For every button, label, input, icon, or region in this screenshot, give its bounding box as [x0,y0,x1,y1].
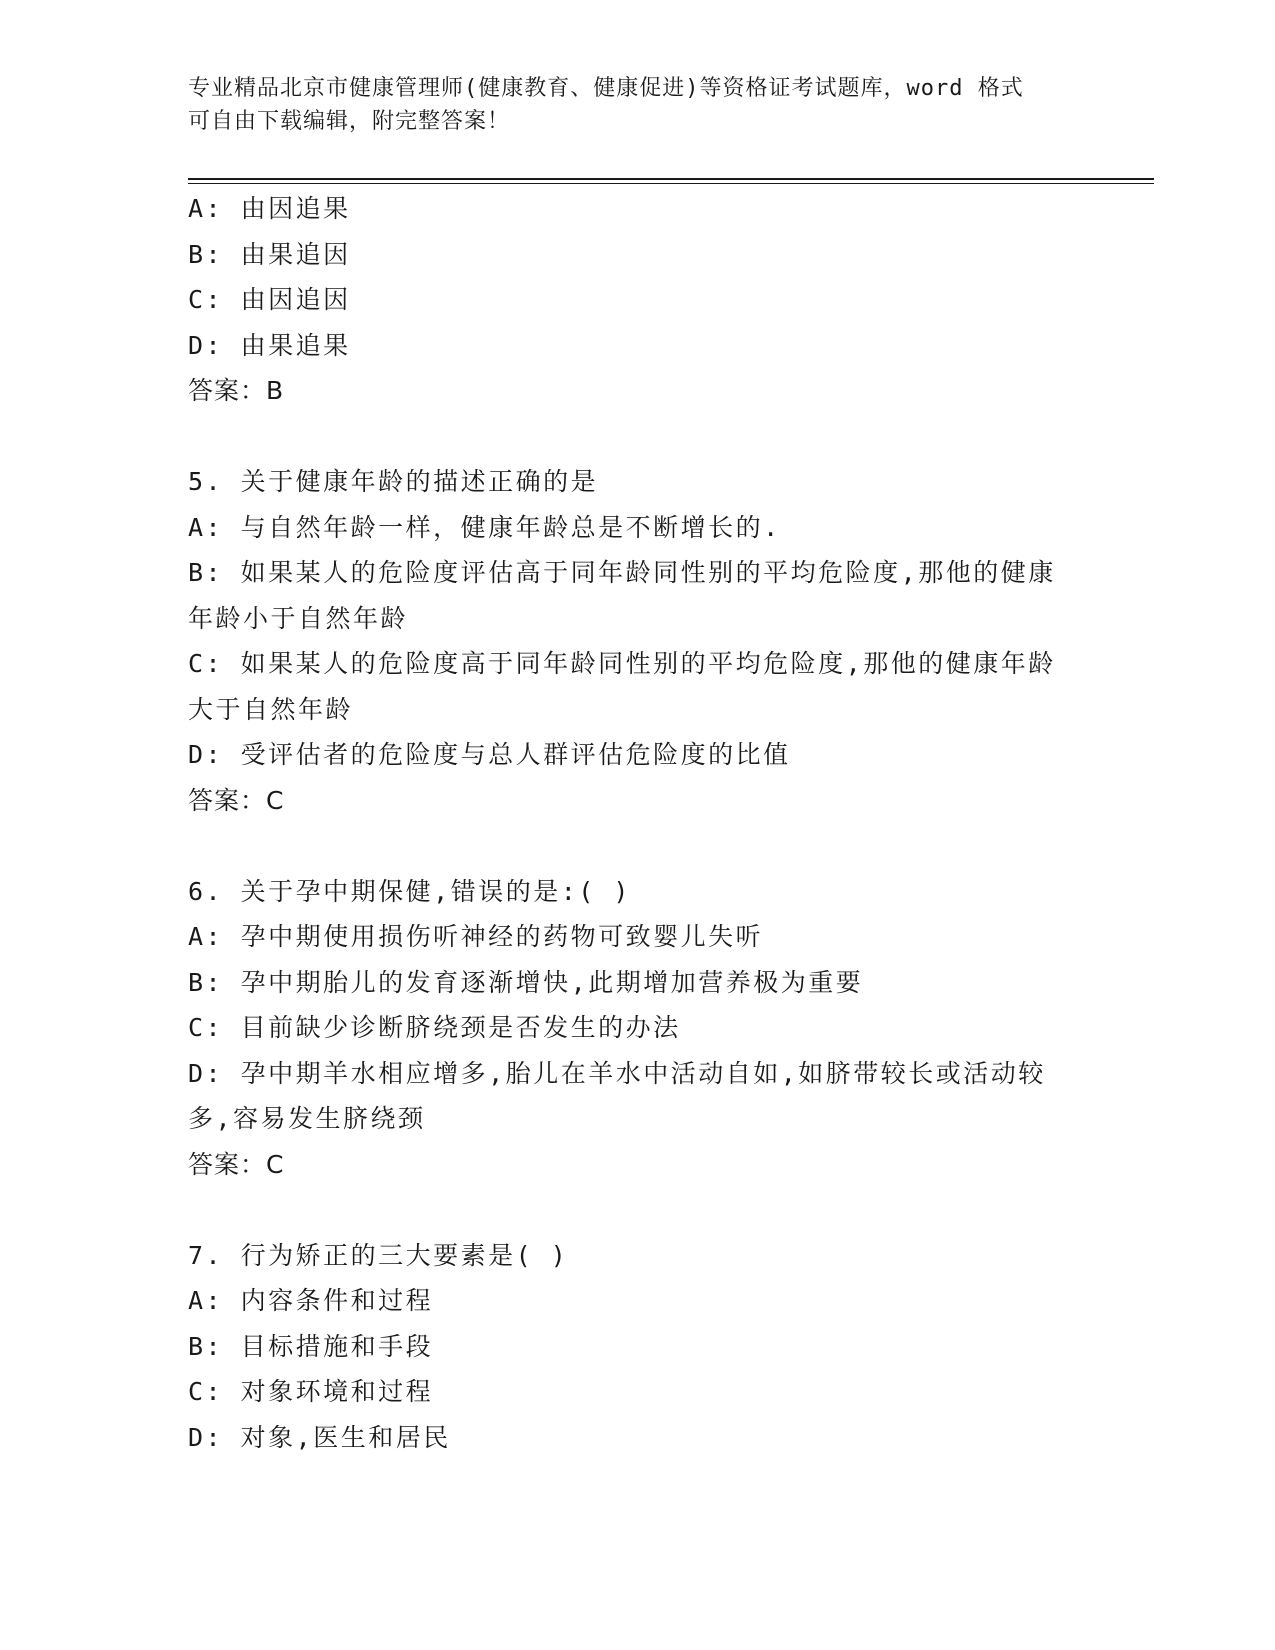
question-list [188,186,1088,1460]
header-line-1: 专业精品北京市健康管理师(健康教育、健康促进)等资格证考试题库，word 格式 [188,76,1024,101]
question-6 [188,869,1088,1188]
spacer [188,414,1088,460]
option-b: B: 如果某人的危险度评估高于同年龄同性别的平均危险度,那他的健康年龄小于自然年龄 [188,558,1056,633]
header-divider-thin [188,183,1154,184]
option-b: B: 目标措施和手段 [188,1331,434,1361]
question-stem: 6. 关于孕中期保健,错误的是:( ) [188,876,631,906]
answer: 答案：C [188,1149,285,1179]
question-5 [188,459,1088,823]
option-b: B: 孕中期胎儿的发育逐渐增快,此期增加营养极为重要 [188,967,864,997]
question-4 [188,186,1088,414]
option-c: C: 由因追因 [188,285,351,314]
option-a: A: 内容条件和过程 [188,1286,434,1315]
header-divider-thick [188,178,1154,180]
document-header [188,72,1088,138]
question-stem: 7. 行为矫正的三大要素是( ) [188,1240,569,1270]
option-a: A: 与自然年龄一样，健康年龄总是不断增长的. [188,512,781,542]
question-stem: 5. 关于健康年龄的描述正确的是 [188,467,599,496]
option-c: C: 目前缺少诊断脐绕颈是否发生的办法 [188,1013,681,1042]
option-c: C: 对象环境和过程 [188,1377,434,1406]
question-7 [188,1233,1088,1461]
option-c: C: 如果某人的危险度高于同年龄同性别的平均危险度,那他的健康年龄大于自然年龄 [188,649,1056,724]
header-line-2: 可自由下载编辑，附完整答案！ [188,109,511,134]
spacer [188,823,1088,869]
answer: 答案：B [188,376,285,405]
spacer [188,1187,1088,1233]
option-d: D: 受评估者的危险度与总人群评估危险度的比值 [188,740,791,769]
option-d: D: 孕中期羊水相应增多,胎儿在羊水中活动自如,如脐带较长或活动较多,容易发生脐绕颈 [188,1058,1046,1133]
option-a: A: 由因追果 [188,194,351,223]
answer: 答案：C [188,785,285,815]
option-d: D: 由果追果 [188,330,351,360]
option-a: A: 孕中期使用损伤听神经的药物可致婴儿失听 [188,922,764,951]
option-d: D: 对象,医生和居民 [188,1422,451,1452]
option-b: B: 由果追因 [188,239,351,269]
